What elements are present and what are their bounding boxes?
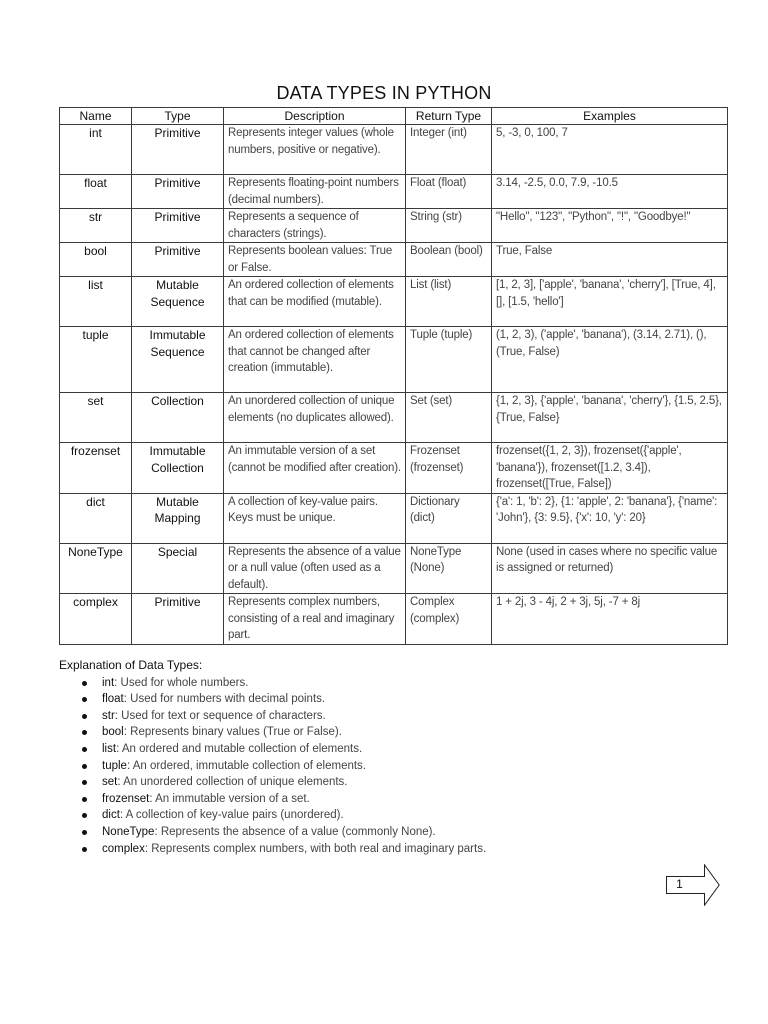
- cell-name: str: [60, 209, 132, 243]
- list-item: [59, 691, 739, 708]
- cell-examples: True, False: [492, 243, 728, 277]
- bullet-icon: [82, 697, 87, 702]
- list-item: [59, 841, 739, 858]
- cell-description: Represents boolean values: True or False.: [224, 243, 406, 277]
- explanation-list: [59, 675, 739, 858]
- cell-examples: frozenset({1, 2, 3}), frozenset({'apple', 'banana'}), frozenset([1.2, 3.4]), frozenset([True, False]): [492, 443, 728, 494]
- header-return-type: Return Type: [406, 108, 492, 125]
- cell-examples: 5, -3, 0, 100, 7: [492, 125, 728, 175]
- bullet-icon: [82, 847, 87, 852]
- explanation-term: dict: [102, 809, 120, 822]
- cell-examples: {1, 2, 3}, {'apple', 'banana', 'cherry'}, {1.5, 2.5}, {True, False}: [492, 393, 728, 443]
- cell-type: Primitive: [132, 243, 224, 277]
- explanation-text: : Used for whole numbers.: [114, 676, 249, 689]
- cell-examples: "Hello", "123", "Python", "!", "Goodbye!": [492, 209, 728, 243]
- explanation-text: : An unordered collection of unique elements.: [117, 776, 348, 789]
- explanation-text: : Represents the absence of a value (commonly None).: [154, 825, 436, 838]
- bullet-icon: [82, 813, 87, 818]
- cell-name: complex: [60, 594, 132, 645]
- explanation-term: int: [102, 676, 115, 689]
- explanation-term: frozenset: [102, 792, 150, 805]
- bullet-icon: [82, 747, 87, 752]
- cell-name: frozenset: [60, 443, 132, 494]
- cell-type: Immutable Sequence: [132, 327, 224, 393]
- cell-return-type: Float (float): [406, 175, 492, 209]
- explanation-term: tuple: [102, 759, 127, 772]
- table-row: [60, 243, 728, 277]
- cell-name: set: [60, 393, 132, 443]
- cell-examples: (1, 2, 3), ('apple', 'banana'), (3.14, 2.71), (), (True, False): [492, 327, 728, 393]
- header-name: Name: [60, 108, 132, 125]
- explanation-term: list: [102, 742, 117, 755]
- cell-return-type: String (str): [406, 209, 492, 243]
- explanation-text: : A collection of key-value pairs (unordered).: [119, 809, 344, 822]
- table-row: [60, 594, 728, 645]
- bullet-icon: [82, 830, 87, 835]
- explanation-text: : An immutable version of a set.: [149, 792, 310, 805]
- cell-name: dict: [60, 493, 132, 543]
- explanation-term: set: [102, 776, 118, 789]
- bullet-icon: [82, 780, 87, 785]
- cell-name: bool: [60, 243, 132, 277]
- cell-examples: {'a': 1, 'b': 2}, {1: 'apple', 2: 'banana'}, {'name': 'John'}, {3: 9.5}, {'x': 10, 'y': 20}: [492, 493, 728, 543]
- cell-name: list: [60, 277, 132, 327]
- cell-description: An unordered collection of unique elements (no duplicates allowed).: [224, 393, 406, 443]
- cell-name: float: [60, 175, 132, 209]
- explanation-text: : Represents binary values (True or False).: [123, 726, 342, 739]
- page-number: 1: [676, 877, 683, 891]
- list-item: [59, 824, 739, 841]
- list-item: [59, 791, 739, 808]
- list-item: [59, 807, 739, 824]
- explanation-text: : An ordered, immutable collection of elements.: [126, 759, 367, 772]
- table-row: [60, 125, 728, 175]
- page-title: DATA TYPES IN PYTHON: [276, 83, 492, 103]
- header-type: Type: [132, 108, 224, 125]
- list-item: [59, 724, 739, 741]
- cell-examples: None (used in cases where no specific value is assigned or returned): [492, 543, 728, 594]
- cell-description: A collection of key-value pairs. Keys must be unique.: [224, 493, 406, 543]
- table-row: [60, 543, 728, 594]
- cell-description: Represents floating-point numbers (decimal numbers).: [224, 175, 406, 209]
- cell-description: Represents the absence of a value or a null value (often used as a default).: [224, 543, 406, 594]
- explanation-section: [59, 657, 739, 857]
- table-row: [60, 327, 728, 393]
- cell-type: Immutable Collection: [132, 443, 224, 494]
- cell-return-type: NoneType (None): [406, 543, 492, 594]
- cell-type: Primitive: [132, 175, 224, 209]
- explanation-text: : Used for numbers with decimal points.: [123, 693, 326, 706]
- bullet-icon: [82, 797, 87, 802]
- list-item: [59, 758, 739, 775]
- table-row: [60, 277, 728, 327]
- cell-type: Mutable Sequence: [132, 277, 224, 327]
- explanation-term: str: [102, 709, 115, 722]
- cell-return-type: Integer (int): [406, 125, 492, 175]
- cell-description: An ordered collection of elements that cannot be changed after creation (immutable).: [224, 327, 406, 393]
- explanation-term: float: [102, 693, 124, 706]
- table-row: [60, 393, 728, 443]
- cell-name: NoneType: [60, 543, 132, 594]
- explanation-text: : Represents complex numbers, with both real and imaginary parts.: [144, 842, 487, 855]
- cell-return-type: Set (set): [406, 393, 492, 443]
- cell-description: An immutable version of a set (cannot be modified after creation).: [224, 443, 406, 494]
- cell-return-type: Complex (complex): [406, 594, 492, 645]
- cell-examples: 1 + 2j, 3 - 4j, 2 + 3j, 5j, -7 + 8j: [492, 594, 728, 645]
- cell-type: Collection: [132, 393, 224, 443]
- data-types-table: [59, 107, 728, 645]
- explanation-title: Explanation of Data Types:: [59, 658, 203, 672]
- cell-name: int: [60, 125, 132, 175]
- cell-type: Special: [132, 543, 224, 594]
- cell-return-type: Dictionary (dict): [406, 493, 492, 543]
- header-description: Description: [224, 108, 406, 125]
- bullet-icon: [82, 681, 87, 686]
- cell-name: tuple: [60, 327, 132, 393]
- cell-return-type: Boolean (bool): [406, 243, 492, 277]
- list-item: [59, 774, 739, 791]
- cell-return-type: Frozenset (frozenset): [406, 443, 492, 494]
- cell-examples: 3.14, -2.5, 0.0, 7.9, -10.5: [492, 175, 728, 209]
- bullet-icon: [82, 764, 87, 769]
- table-row: [60, 175, 728, 209]
- cell-type: Primitive: [132, 594, 224, 645]
- bullet-icon: [82, 730, 87, 735]
- table-header-row: [60, 108, 728, 125]
- cell-type: Primitive: [132, 209, 224, 243]
- list-item: [59, 675, 739, 692]
- cell-type: Primitive: [132, 125, 224, 175]
- cell-examples: [1, 2, 3], ['apple', 'banana', 'cherry'], [True, 4], [], [1.5, 'hello']: [492, 277, 728, 327]
- list-item: [59, 708, 739, 725]
- table-row: [60, 493, 728, 543]
- table-row: [60, 443, 728, 494]
- cell-description: Represents integer values (whole numbers, positive or negative).: [224, 125, 406, 175]
- cell-return-type: Tuple (tuple): [406, 327, 492, 393]
- list-item: [59, 741, 739, 758]
- explanation-text: : Used for text or sequence of characters.: [114, 709, 326, 722]
- bullet-icon: [82, 714, 87, 719]
- cell-type: Mutable Mapping: [132, 493, 224, 543]
- explanation-term: bool: [102, 726, 124, 739]
- cell-description: Represents a sequence of characters (strings).: [224, 209, 406, 243]
- cell-return-type: List (list): [406, 277, 492, 327]
- explanation-text: : An ordered and mutable collection of elements.: [116, 742, 363, 755]
- header-examples: Examples: [492, 108, 728, 125]
- cell-description: Represents complex numbers, consisting of a real and imaginary part.: [224, 594, 406, 645]
- explanation-term: complex: [102, 842, 145, 855]
- cell-description: An ordered collection of elements that can be modified (mutable).: [224, 277, 406, 327]
- explanation-term: NoneType: [102, 825, 155, 838]
- table-row: [60, 209, 728, 243]
